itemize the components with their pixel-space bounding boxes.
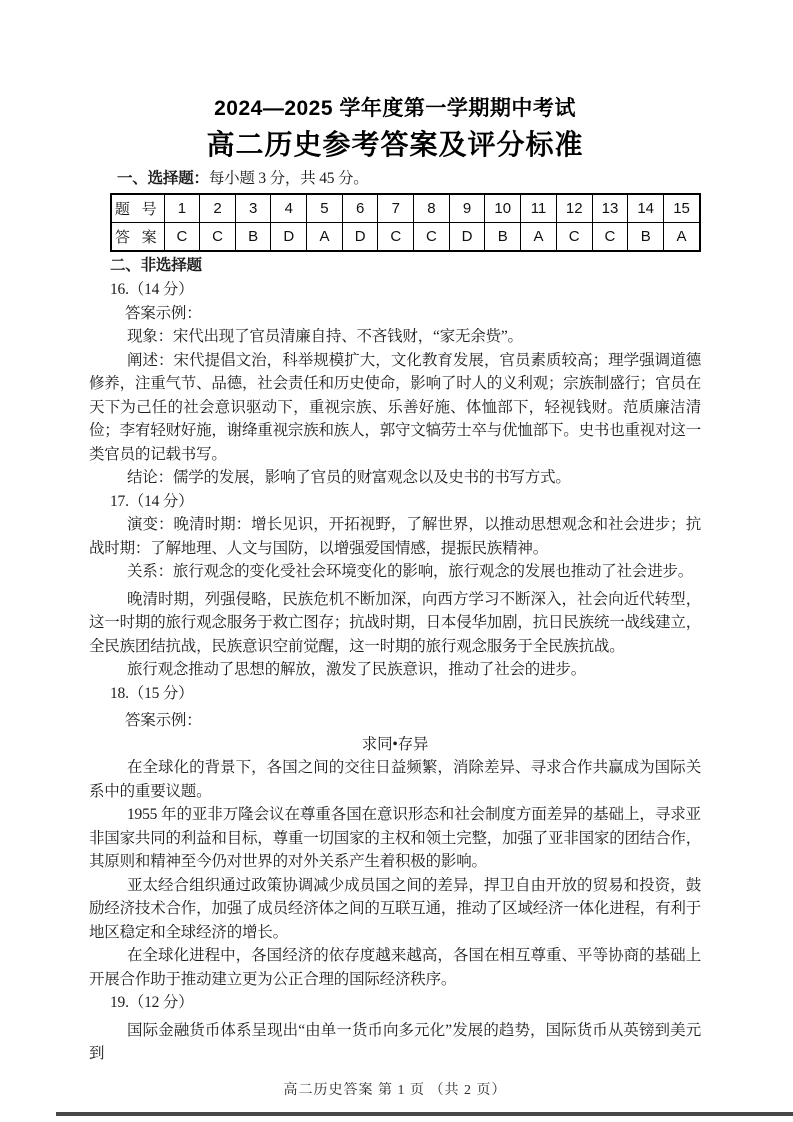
table-cell-answer: D [342,223,378,252]
table-cell-answer: A [521,223,557,252]
table-cell-answer: C [414,223,450,252]
page-title: 高二历史参考答案及评分标准 [206,129,584,160]
table-cell-qnum: 4 [271,194,307,223]
q17-number: 17.（14 分） [110,492,194,510]
q17-evolution: 演变：晚清时期：增长见识，开拓视野，了解世界，以推动思想观念和社会进步；抗战时期：了解地理、人文与国防，以增强爱国情感，提振民族精神。 [89,516,701,557]
table-cell-answer: B [628,223,664,252]
q16-answer-example-label: 答案示例： [125,304,202,322]
table-cell-answer: C [592,223,628,252]
table-cell-qnum: 10 [485,194,521,223]
q17-summary: 旅行观念推动了思想的解放，激发了民族意识，推动了社会的进步。 [127,661,587,678]
table-cell-qnum: 13 [592,194,628,223]
table-cell-answer: A [307,223,343,252]
q18-paragraph-4: 在全球化进程中，各国经济的依存度越来越高，各国在相互尊重、平等协商的基础上开展合作助于推动建立更为公正合理的国际经济秩序。 [89,947,701,988]
table-cell-question-label: 题 号 [111,194,164,223]
exam-session-title: 2024—2025 学年度第一学期期中考试 [214,97,576,120]
table-cell-answer: B [235,223,271,252]
q16-number: 16.（14 分） [110,281,194,298]
table-cell-qnum: 7 [378,194,414,223]
table-cell-qnum: 2 [200,194,236,223]
table-row-question-numbers [111,194,700,223]
q19-paragraph-1: 国际金融货币体系呈现出“由单一货币向多元化”发展的趋势，国际货币从英镑到美元到 [89,1021,701,1062]
q16-elaboration: 阐述：宋代提倡文治，科举规模扩大，文化教育发展，官员素质较高；理学强调道德修养，注重气节、品德，社会责任和历史使命，影响了时人的义利观；宗族制盛行；官员在天下为己任的社会意识驱动下，重视宗族、乐善好施、体恤部下，轻视钱财。范质廉洁清俭；李宥轻财好施，谢绛重视宗族和族人，郭守文犒劳士卒与优恤部下。史书也重视对这一类官员的记载书写。 [89,351,702,463]
table-cell-answer: D [449,223,485,252]
table-cell-answer: C [200,223,236,252]
q18-essay-title: 求同•存异 [361,735,429,753]
q17-relation: 关系：旅行观念的变化受社会环境变化的影响，旅行观念的发展也推动了社会进步。 [127,563,694,580]
table-cell-qnum: 11 [521,194,557,223]
q16-conclusion: 结论：儒学的发展，影响了官员的财富观念以及史书的书写方式。 [127,469,571,486]
table-cell-qnum: 9 [449,194,485,223]
q16-phenomenon: 现象：宋代出现了官员清廉自持、不吝钱财，“家无余赀”。 [127,328,523,345]
q18-number: 18.（15 分） [110,684,194,702]
table-row-answers [111,223,700,252]
q19-number: 19.（12 分） [110,994,194,1011]
choice-section-heading [89,167,701,190]
answer-key-table [110,193,701,252]
table-cell-answer: B [485,223,521,252]
table-cell-qnum: 6 [342,194,378,223]
q17-analysis: 晚清时期，列强侵略，民族危机不断加深，向西方学习不断深入，社会向近代转型，这一时期的旅行观念服务于救亡图存；抗战时期，日本侵华加剧，抗日民族统一战线建立，全民族团结抗战，民族意识空前觉醒，这一时期的旅行观念服务于全民族抗战。 [89,590,702,655]
table-cell-qnum: 15 [664,194,700,223]
q18-paragraph-2: 1955 年的亚非万隆会议在尊重各国在意识形态和社会制度方面差异的基础上，寻求亚非国家共同的利益和目标，尊重一切国家的主权和领土完整，加强了亚非国家的团结合作，其原则和精神至今仍对世界的对外关系产生着积极的影响。 [89,806,702,870]
table-cell-answer: A [664,223,700,252]
choice-section-heading-note: 每小题 3 分，共 45 分。 [208,170,369,187]
page-footer: 高二历史答案 第 1 页 （共 2 页） [283,1082,507,1098]
free-response-section-heading: 二、非选择题 [110,257,202,274]
table-cell-qnum: 12 [556,194,592,223]
table-cell-qnum: 14 [628,194,664,223]
table-cell-qnum: 5 [307,194,343,223]
table-cell-qnum: 8 [414,194,450,223]
table-cell-answer: C [378,223,414,252]
table-cell-answer: D [271,223,307,252]
q18-answer-example-label: 答案示例： [125,712,202,729]
table-cell-answer: C [164,223,200,252]
table-cell-qnum: 1 [164,194,200,223]
table-cell-answer: C [556,223,592,252]
table-cell-answer-label: 答 案 [111,223,164,252]
table-cell-qnum: 3 [235,194,271,223]
q18-paragraph-1: 在全球化的背景下，各国之间的交往日益频繁，消除差异、寻求合作共赢成为国际关系中的重要议题。 [89,759,701,800]
choice-section-heading-label: 一、选择题： [117,170,209,187]
scan-edge-line [56,1112,793,1116]
q18-paragraph-3: 亚太经合组织通过政策协调减少成员国之间的差异，捍卫自由开放的贸易和投资，鼓励经济技术合作，加强了成员经济体之间的互联互通，推动了区域经济一体化进程，有利于地区稳定和全球经济的增长。 [89,876,702,941]
